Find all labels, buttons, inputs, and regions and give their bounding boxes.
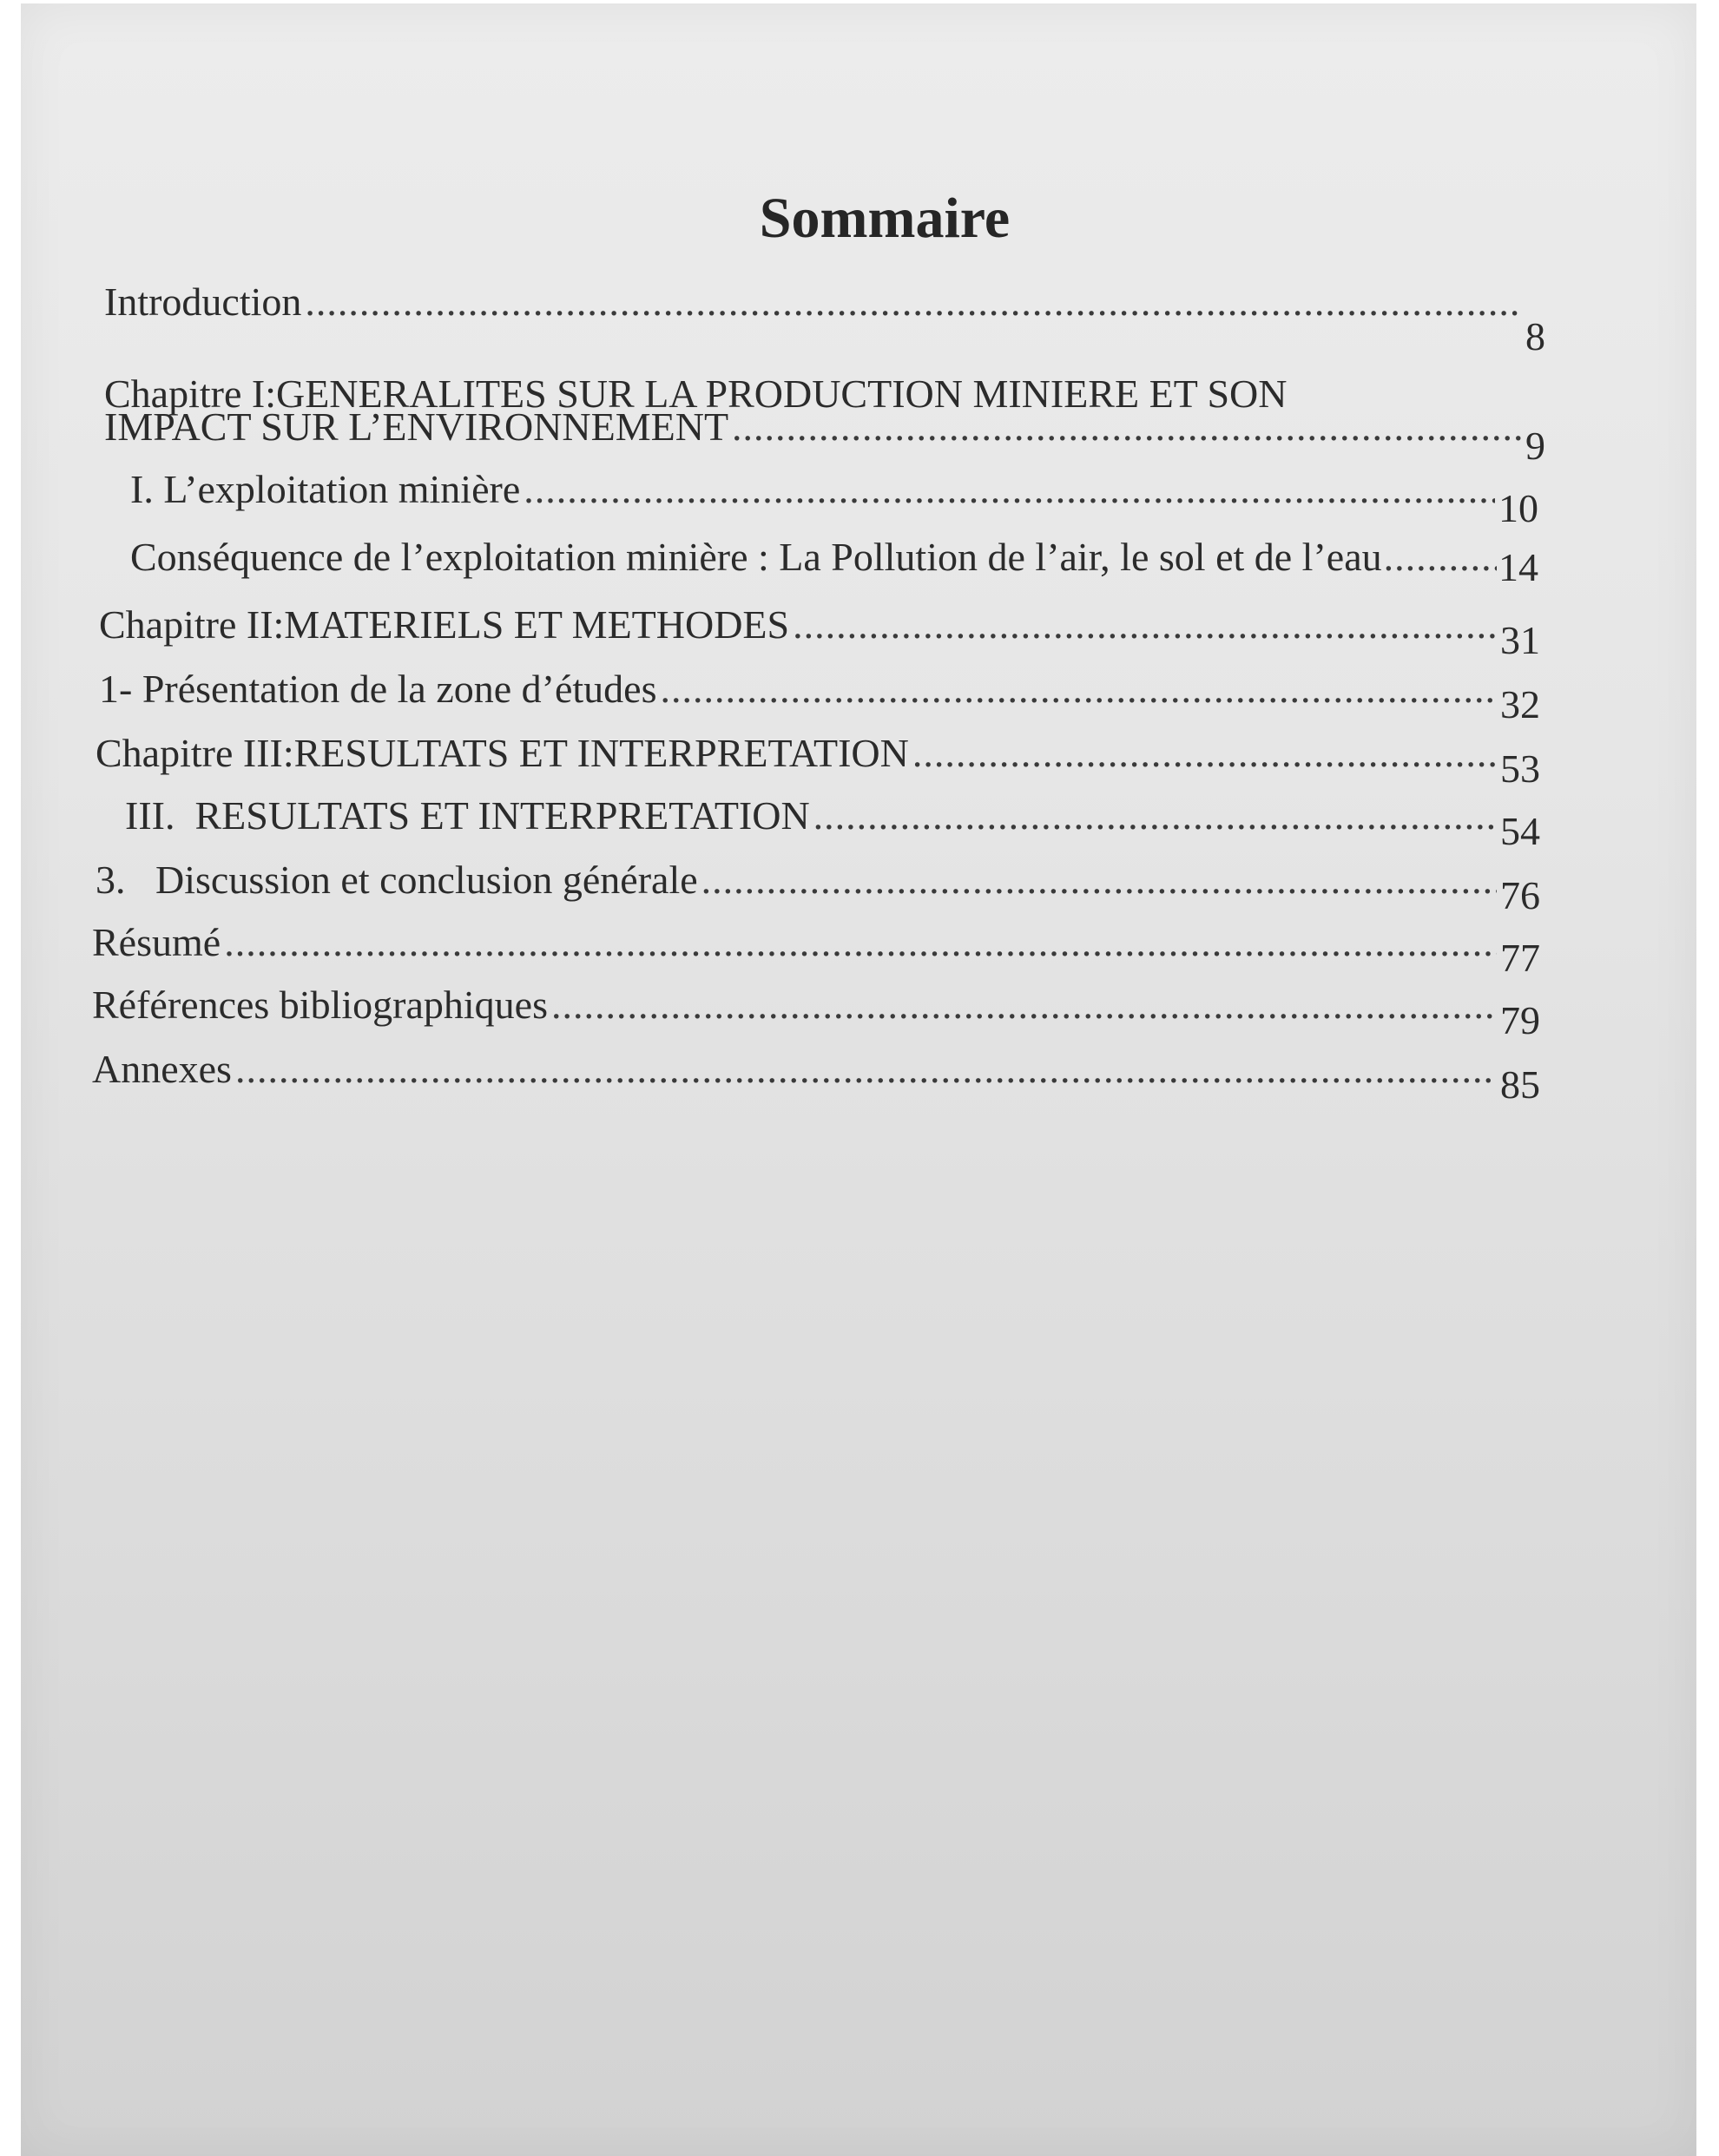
toc-entry-text: 1- Présentation de la zone d’études [99, 667, 657, 711]
toc-entry-resume [92, 920, 1540, 980]
toc-entry-chapitre-2 [99, 602, 1540, 662]
toc-page-number: 8 [1525, 314, 1545, 358]
toc-entry-text: Annexes [92, 1047, 232, 1091]
toc-entry-text-line2: IMPACT SUR L’ENVIRONNEMENT [104, 404, 729, 449]
toc-entry-chapitre-3 [96, 731, 1540, 791]
toc-leader-dots [793, 602, 1497, 647]
toc-entry-exploitation [130, 467, 1538, 530]
toc-page-number: 31 [1500, 618, 1540, 662]
toc-page-number: 85 [1500, 1062, 1540, 1107]
toc-entry-text: Références bibliographiques [92, 983, 548, 1027]
toc-page-number: 54 [1500, 809, 1540, 853]
toc-leader-dots [551, 983, 1497, 1028]
toc-page-number: 76 [1500, 873, 1540, 917]
toc-entry-text: Chapitre II:MATERIELS ET METHODES [99, 602, 790, 647]
toc-entry-text: I. L’exploitation minière [130, 467, 521, 511]
toc-entry-discussion [96, 858, 1540, 917]
toc-leader-dots [224, 920, 1497, 965]
toc-page-number: 32 [1500, 682, 1540, 726]
toc-page-number: 10 [1498, 486, 1538, 530]
toc-page-number: 9 [1525, 424, 1545, 468]
toc-leader-dots [813, 793, 1497, 838]
toc-entry-text: 3. Discussion et conclusion générale [96, 858, 698, 902]
toc-page-number: 77 [1500, 936, 1540, 980]
toc-entry-resultats [125, 793, 1540, 853]
toc-entry-text: Résumé [92, 920, 221, 964]
toc-entry-presentation [99, 667, 1540, 726]
toc-leader-dots [661, 667, 1498, 712]
toc-entry-references [92, 983, 1540, 1042]
toc-entry-annexes [92, 1047, 1540, 1107]
toc-page-number: 53 [1500, 746, 1540, 791]
toc-leader-dots [235, 1047, 1497, 1092]
toc-entry-consequence [130, 535, 1538, 589]
toc-entry-text-line1: Chapitre I:GENERALITES SUR LA PRODUCTION MINIERE ET SON [104, 371, 1288, 416]
toc-leader-dots [701, 858, 1497, 903]
toc-leader-dots [912, 731, 1497, 776]
page-title: Sommaire [759, 187, 1011, 250]
toc-page-number: 14 [1498, 545, 1538, 589]
document-page [21, 3, 1696, 2156]
toc-leader-dots [732, 404, 1522, 450]
toc-entry-introduction [104, 279, 1545, 358]
table-of-contents [21, 3, 1696, 2156]
toc-entry-text: Chapitre III:RESULTATS ET INTERPRETATION [96, 731, 909, 775]
toc-leader-dots [1384, 535, 1497, 580]
toc-entry-chapitre-1-line2 [104, 404, 1545, 468]
toc-leader-dots [524, 467, 1495, 512]
toc-entry-text: Introduction [104, 279, 302, 324]
toc-entry-text: Conséquence de l’exploitation minière : La Pollution de l’air, le sol et de l’eau [130, 535, 1382, 579]
toc-leader-dots [305, 279, 1522, 325]
toc-page-number: 79 [1500, 998, 1540, 1042]
toc-entry-text: III. RESULTATS ET INTERPRETATION [125, 793, 810, 838]
